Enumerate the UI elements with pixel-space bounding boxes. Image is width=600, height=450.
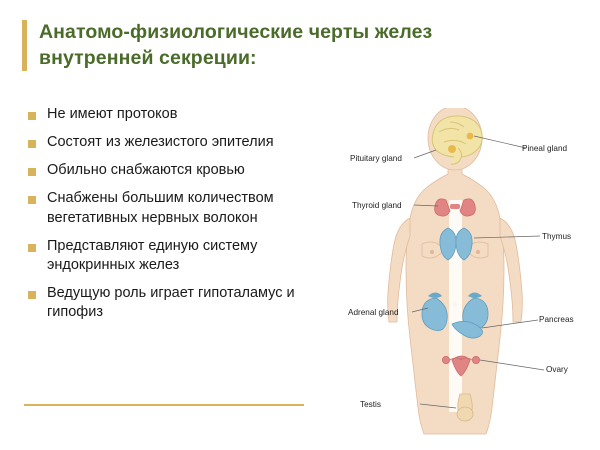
- figure-label-ovary: Ovary: [546, 365, 568, 374]
- list-item: [28, 284, 348, 322]
- list-item-label: Не имеют протоков: [47, 106, 178, 122]
- figure-label-thyroid-gland: Thyroid gland: [352, 201, 402, 210]
- figure-label-adrenal-gland: Adrenal gland: [348, 308, 399, 317]
- square-bullet-icon: [28, 140, 36, 148]
- divider: [24, 404, 304, 406]
- square-bullet-icon: [28, 112, 36, 120]
- square-bullet-icon: [28, 291, 36, 299]
- pituitary-gland: [448, 145, 456, 153]
- list-item: [28, 133, 348, 152]
- list-item-label: Ведущую роль играет гипоталамус и гипофиз: [47, 284, 295, 320]
- list-item: [28, 105, 348, 124]
- square-bullet-icon: [28, 244, 36, 252]
- title-text: [39, 20, 578, 71]
- bullet-list: [28, 105, 348, 331]
- square-bullet-icon: [28, 168, 36, 176]
- pineal-gland: [467, 133, 474, 140]
- list-item: [28, 237, 348, 275]
- list-item: [28, 161, 348, 180]
- figure-label-thymus: Thymus: [542, 232, 572, 241]
- title-line-1: Анатомо-физиологические черты желез: [39, 21, 433, 43]
- figure-label-pancreas: Pancreas: [539, 315, 574, 324]
- list-item-label: Состоят из железистого эпителия: [47, 134, 274, 151]
- title-line-2: внутренней секреции:: [39, 46, 257, 69]
- list-item-label: Снабжены большим количеством вегетативных нервных волокон: [47, 190, 274, 226]
- testis-organ: [457, 394, 473, 421]
- figure-label-testis: Testis: [360, 400, 381, 409]
- square-bullet-icon: [28, 196, 36, 204]
- list-item-label: Представляют единую систему эндокринных желез: [47, 237, 258, 273]
- list-item: [28, 189, 348, 227]
- figure-label-pineal-gland: Pineal gland: [522, 144, 568, 153]
- list-item-label: Обильно снабжаются кровью: [47, 162, 245, 179]
- endocrine-system-figure: [340, 108, 595, 438]
- figure-label-pituitary-gland: Pituitary gland: [350, 154, 402, 163]
- page-title: [22, 20, 578, 71]
